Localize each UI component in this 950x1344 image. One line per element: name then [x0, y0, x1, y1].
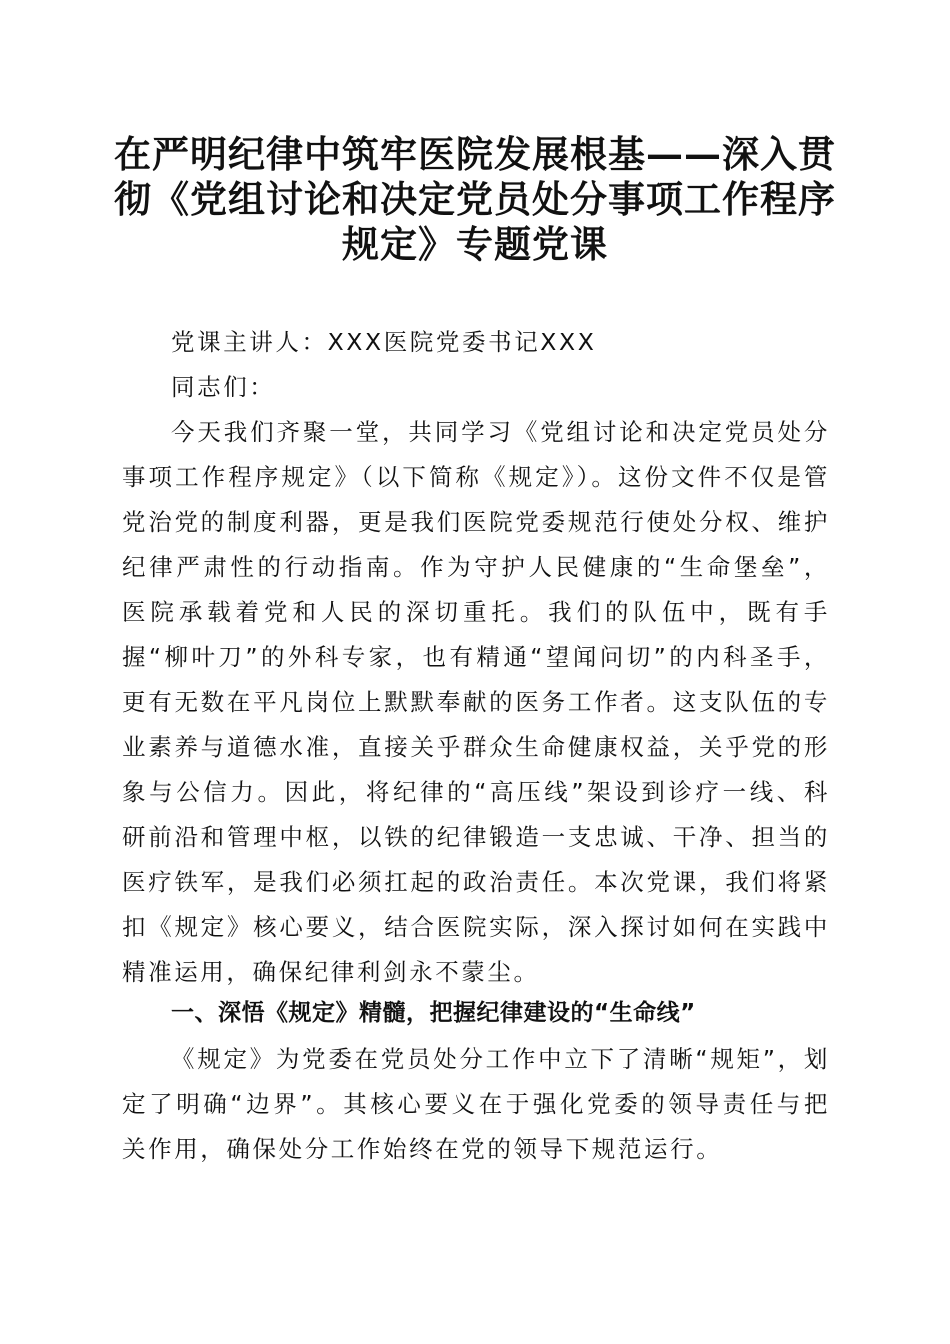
- section-heading: 一、深悟《规定》精髓，把握纪律建设的“生命线”: [171, 1000, 696, 1026]
- paragraph-section-one: 《规定》为党委在党员处分工作中立下了清晰“规矩”，划定了明确“边界”。其核心要义在于强化党委的领导责任与把关作用，确保处分工作始终在党的领导下规范运行。: [122, 1045, 830, 1163]
- speaker-line: 党课主讲人：XXX医院党委书记XXX: [171, 328, 597, 356]
- paragraph-intro: 今天我们齐聚一堂，共同学习《党组讨论和决定党员处分事项工作程序规定》（以下简称《规定》）。这份文件不仅是管党治党的制度利器，更是我们医院党委规范行使处分权、维护纪律严肃性的行动指南。作为守护人民健康的“生命堡垒”，医院承载着党和人民的深切重托。我们的队伍中，既有手握“柳叶刀”的外科专家，也有精通“望闻问切”的内科圣手，更有无数在平凡岗位上默默奉献的医务工作者。这支队伍的专业素养与道德水准，直接关乎群众生命健康权益，关乎党的形象与公信力。因此，将纪律的“高压线”架设到诊疗一线、科研前沿和管理中枢，以铁的纪律锻造一支忠诚、干净、担当的医疗铁军，是我们必须扛起的政治责任。本次党课，我们将紧扣《规定》核心要义，结合医院实际，深入探讨如何在实践中精准运用，确保纪律利剑永不蒙尘。: [122, 418, 830, 986]
- document-title: 在严明纪律中筑牢医院发展根基——深入贯彻《党组讨论和决定党员处分事项工作程序规定》专题党课: [114, 132, 836, 266]
- greeting: 同志们：: [171, 373, 276, 401]
